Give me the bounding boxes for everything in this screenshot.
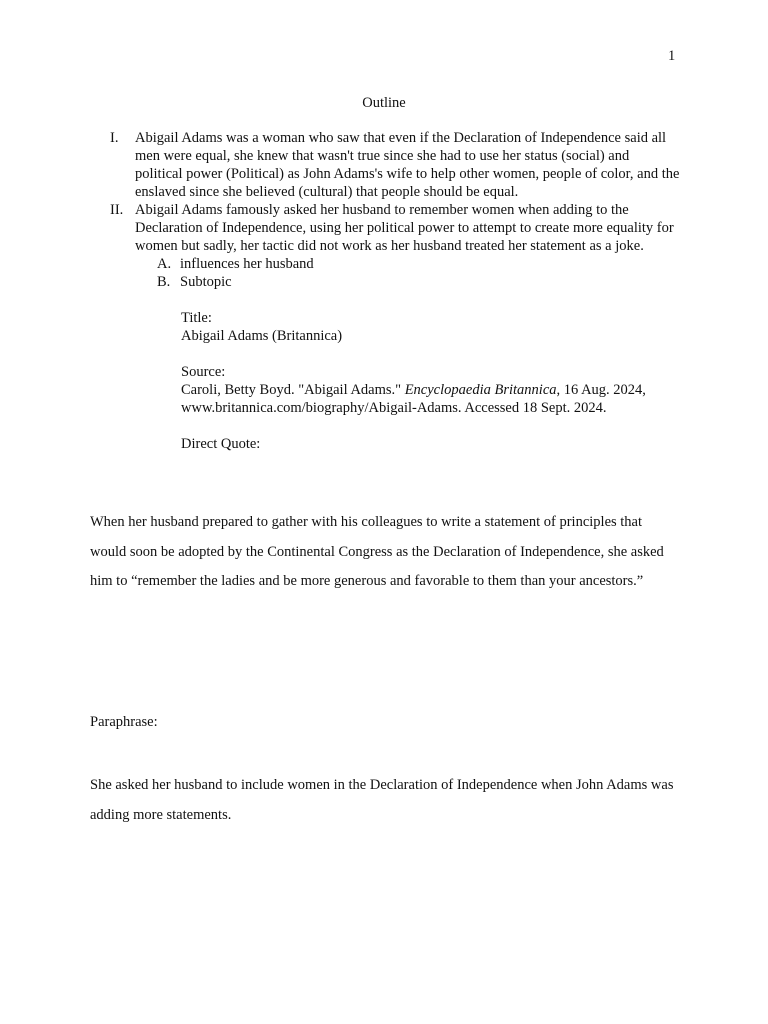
title-value: Abigail Adams (Britannica): [181, 328, 343, 344]
paraphrase-paragraph: [90, 771, 680, 830]
title-section: [181, 309, 680, 345]
paraphrase-label: Paraphrase:: [90, 714, 158, 730]
outline-list: [110, 129, 680, 471]
subitem-marker: B.: [157, 274, 171, 290]
outline-item-2: [110, 201, 680, 255]
citation-details: , 16 Aug. 2024, www.britannica.com/biography/Abigail-Adams. Accessed 18 Sept. 2024.: [181, 382, 646, 416]
outline-item-1: [110, 129, 680, 201]
citation-journal: Encyclopaedia Britannica: [404, 382, 557, 398]
direct-quote-label: Direct Quote:: [181, 436, 261, 452]
outline-marker: I.: [110, 130, 119, 146]
subitem-text: influences her husband: [180, 256, 314, 272]
quote-paragraph: [90, 508, 680, 597]
outline-subitems: [157, 255, 680, 291]
source-section: [181, 363, 680, 417]
page-title: Outline: [362, 95, 406, 111]
outline-text: Abigail Adams famously asked her husband to remember women when adding to the Declaration of Independence, using her political power to attempt to create more equality for women but sadly, her tactic did not work as her husband treated her statement as a joke.: [135, 202, 674, 254]
source-label: Source:: [181, 364, 226, 380]
page-number: 1: [668, 48, 676, 64]
outline-text: Abigail Adams was a woman who saw that even if the Declaration of Independence said all men were equal, she knew that wasn't true since she had to use her status (social) and political power (Political) as John Adams's wife to help other women, people of color, and the enslaved since she believed (cultural) that people should be equal.: [135, 130, 680, 200]
subitem-marker: A.: [157, 256, 172, 272]
outline-subitem-b: [157, 273, 680, 291]
title-label: Title:: [181, 310, 212, 326]
outline-marker: II.: [110, 202, 124, 218]
subitem-text: Subtopic: [180, 274, 232, 290]
source-block: [181, 309, 680, 453]
outline-subitem-a: [157, 255, 680, 273]
citation-author: Caroli, Betty Boyd. "Abigail Adams.": [181, 382, 405, 398]
paraphrase-heading: [90, 708, 680, 738]
paraphrase-text: She asked her husband to include women in the Declaration of Independence when John Adams was adding more statements.: [90, 777, 674, 823]
quote-text: When her husband prepared to gather with his colleagues to write a statement of principles that would soon be adopted by the Continental Congress as the Declaration of Independence, she asked him to “remember the ladies and be more generous and favorable to them than your ancestors.”: [90, 514, 664, 589]
